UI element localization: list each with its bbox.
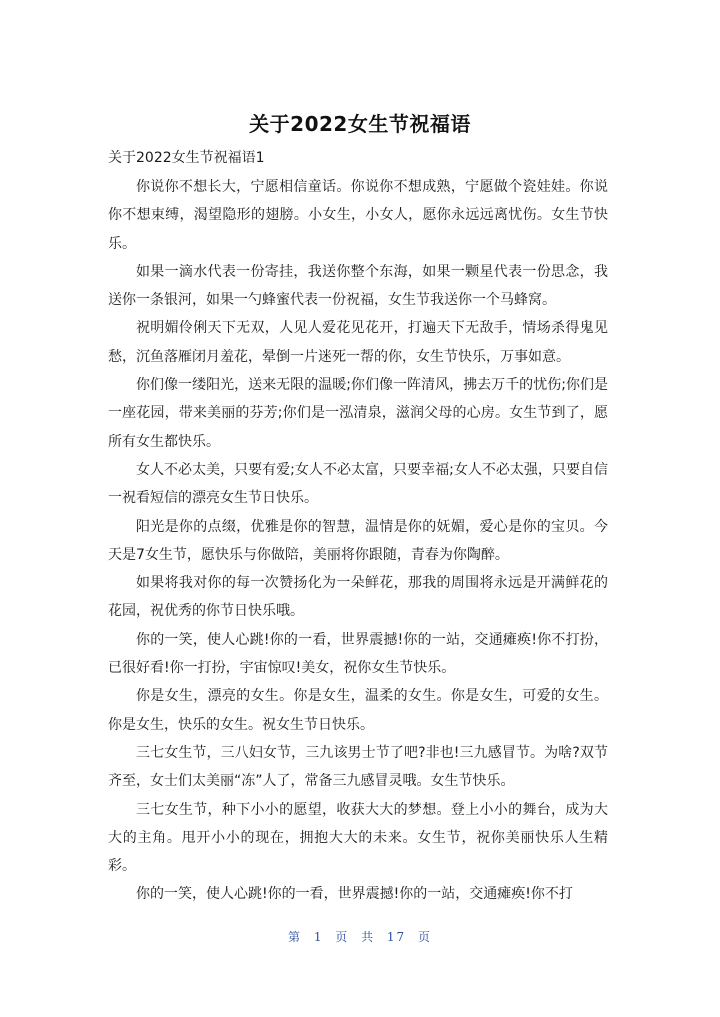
paragraph: 阳光是你的点缀，优雅是你的智慧，温情是你的妩媚，爱心是你的宝贝。今天是7女生节，愿快乐与你做陪，美丽将你跟随，青春为你陶醉。 <box>108 518 608 563</box>
document-title: 关于2022女生节祝福语 <box>249 112 471 136</box>
paragraph: 三七女生节，种下小小的愿望，收获大大的梦想。登上小小的舞台，成为大大的主角。甩开小小的现在，拥抱大大的未来。女生节，祝你美丽快乐人生精彩。 <box>108 801 608 875</box>
page-number-footer: 第 1 页 共 17 页 <box>288 930 432 944</box>
paragraph: 女人不必太美，只要有爱;女人不必太富，只要幸福;女人不必太强，只要自信一祝看短信的漂亮女生节日快乐。 <box>108 461 608 507</box>
paragraph: 三七女生节，三八妇女节，三九该男士节了吧?非也!三九感冒节。为啥?双节齐至，女士们太美丽“冻”人了，常备三九感冒灵哦。女生节快乐。 <box>108 744 608 790</box>
paragraph: 如果一滴水代表一份寄挂，我送你整个东海，如果一颗星代表一份思念，我送你一条银河，如果一勺蜂蜜代表一份祝福，女生节我送你一个马蜂窝。 <box>108 263 608 309</box>
section-heading: 关于2022女生节祝福语1 <box>108 150 265 166</box>
paragraph: 如果将我对你的每一次赞扬化为一朵鲜花，那我的周围将永远是开满鲜花的花园，祝优秀的你节日快乐哦。 <box>108 575 608 620</box>
document-body <box>108 173 608 909</box>
paragraph: 你的一笑，使人心跳!你的一看，世界震撼!你的一站，交通瘫痪!你不打 <box>136 886 573 903</box>
paragraph: 你是女生，漂亮的女生。你是女生，温柔的女生。你是女生，可爱的女生。你是女生，快乐的女生。祝女生节日快乐。 <box>108 688 608 733</box>
paragraph: 你说你不想长大，宁愿相信童话。你说你不想成熟，宁愿做个瓷娃娃。你说你不想束缚，渴望隐形的翅膀。小女生，小女人，愿你永远远离忧伤。女生节快乐。 <box>108 179 608 252</box>
paragraph: 你们像一缕阳光，送来无限的温暖;你们像一阵清风，拂去万千的忧伤;你们是一座花园，带来美丽的芬芳;你们是一泓清泉，滋润父母的心房。女生节到了，愿所有女生都快乐。 <box>108 377 608 450</box>
paragraph: 你的一笑，使人心跳!你的一看，世界震撼!你的一站，交通瘫痪!你不打扮，已很好看!你一打扮，宇宙惊叹!美女，祝你女生节快乐。 <box>108 631 608 677</box>
paragraph: 祝明媚伶俐天下无双，人见人爱花见花开，打遍天下无敌手，情场杀得鬼见愁，沉鱼落雁闭月羞花，晕倒一片迷死一帮的你，女生节快乐，万事如意。 <box>108 320 608 365</box>
